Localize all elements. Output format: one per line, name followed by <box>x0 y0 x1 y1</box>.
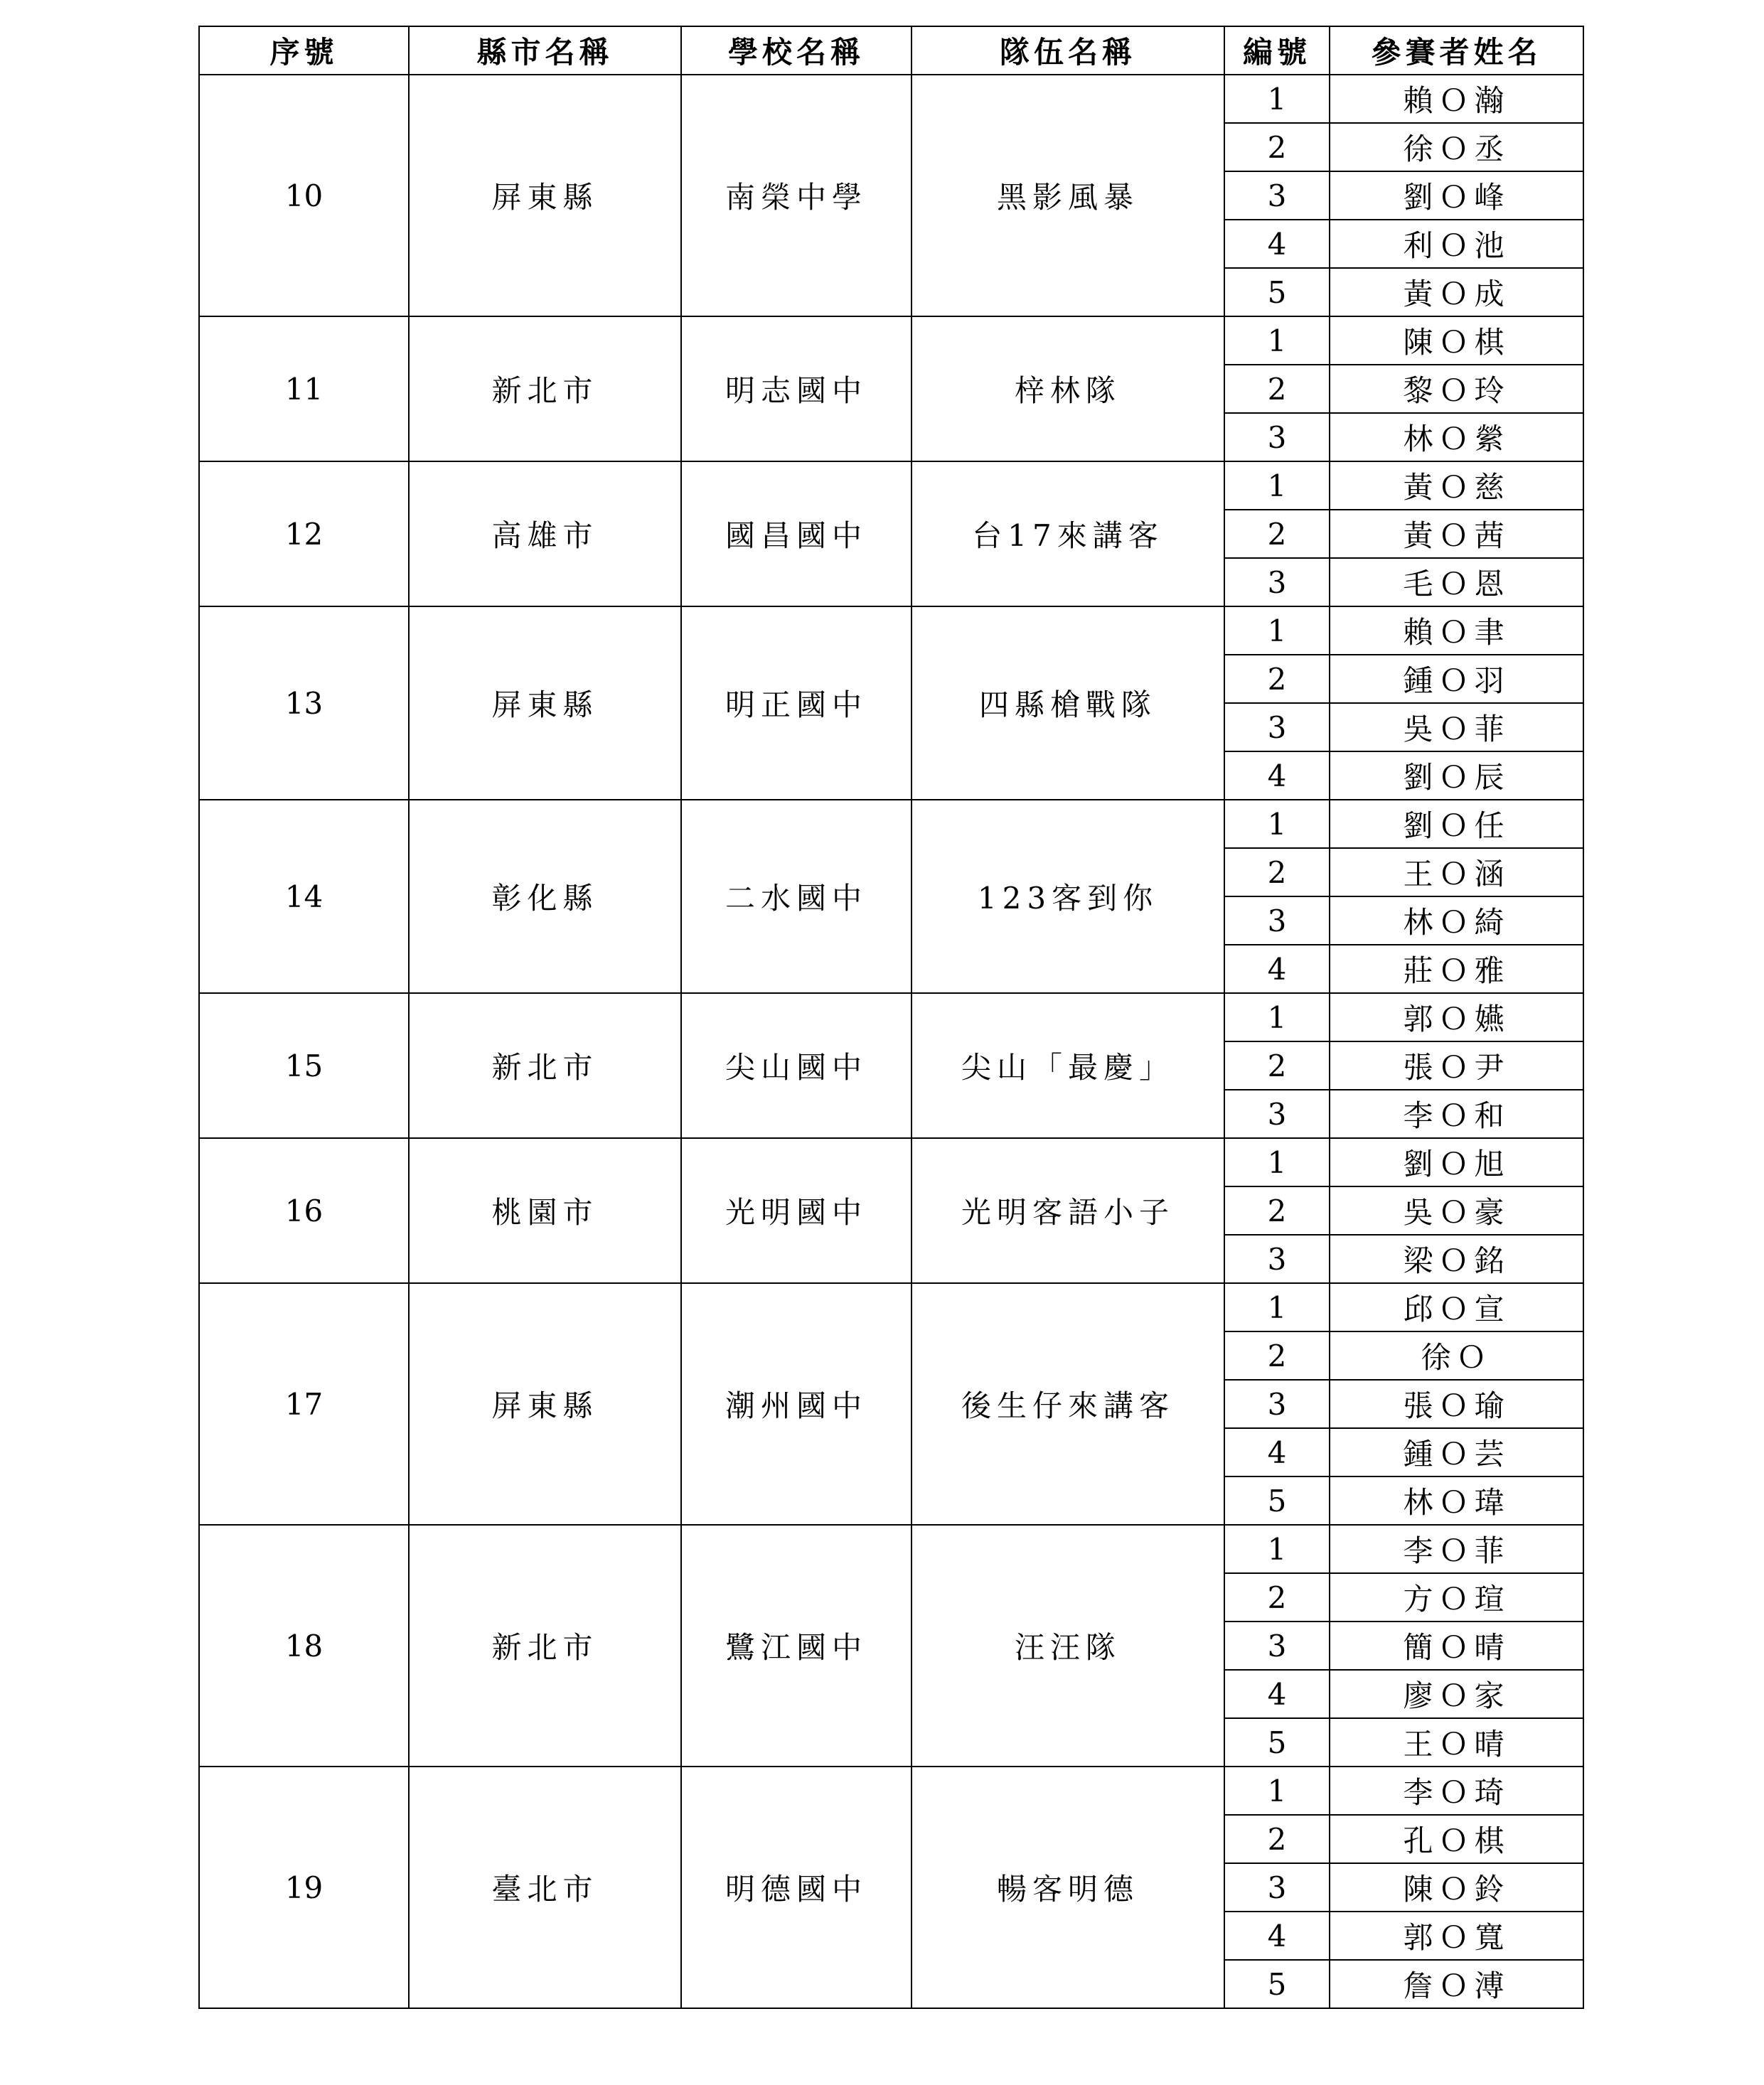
team-name-cell: 尖山「最慶」 <box>912 993 1224 1138</box>
participant-name-cell: 陳Ｏ鈴 <box>1330 1863 1583 1912</box>
team-name-cell: 台17來講客 <box>912 461 1224 606</box>
member-number-cell: 4 <box>1224 751 1330 800</box>
participant-name-cell: 鍾Ｏ羽 <box>1330 655 1583 703</box>
member-number-cell: 5 <box>1224 1476 1330 1525</box>
participant-name-cell: 徐Ｏ丞 <box>1330 123 1583 171</box>
participant-name-cell: 李Ｏ琦 <box>1330 1767 1583 1815</box>
table-row <box>199 316 1583 365</box>
participant-name-cell: 黃Ｏ成 <box>1330 268 1583 316</box>
team-seq-cell: 14 <box>199 800 409 993</box>
participant-name-cell: 劉Ｏ旭 <box>1330 1138 1583 1186</box>
member-number-cell: 1 <box>1224 75 1330 123</box>
header-county: 縣市名稱 <box>409 26 681 75</box>
member-number-cell: 3 <box>1224 558 1330 606</box>
participant-name-cell: 鍾Ｏ芸 <box>1330 1428 1583 1476</box>
team-school-cell: 南榮中學 <box>681 75 912 316</box>
table-row <box>199 800 1583 848</box>
participant-name-cell: 李Ｏ和 <box>1330 1090 1583 1138</box>
member-number-cell: 3 <box>1224 896 1330 945</box>
table-row <box>199 1138 1583 1186</box>
participant-name-cell: 劉Ｏ辰 <box>1330 751 1583 800</box>
member-number-cell: 5 <box>1224 1960 1330 2008</box>
team-seq-cell: 17 <box>199 1283 409 1525</box>
participant-name-cell: 賴Ｏ瀚 <box>1330 75 1583 123</box>
header-seq: 序號 <box>199 26 409 75</box>
participant-name-cell: 林Ｏ縈 <box>1330 413 1583 461</box>
team-seq-cell: 13 <box>199 606 409 800</box>
participant-name-cell: 黃Ｏ茜 <box>1330 510 1583 558</box>
participant-name-cell: 陳Ｏ棋 <box>1330 316 1583 365</box>
member-number-cell: 4 <box>1224 1428 1330 1476</box>
participant-name-cell: 劉Ｏ峰 <box>1330 171 1583 220</box>
team-seq-cell: 11 <box>199 316 409 461</box>
member-number-cell: 4 <box>1224 945 1330 993</box>
participant-name-cell: 張Ｏ尹 <box>1330 1041 1583 1090</box>
participant-name-cell: 利Ｏ池 <box>1330 220 1583 268</box>
participant-name-cell: 張Ｏ瑜 <box>1330 1380 1583 1428</box>
participant-name-cell: 王Ｏ涵 <box>1330 848 1583 896</box>
team-seq-cell: 15 <box>199 993 409 1138</box>
header-member-no: 編號 <box>1224 26 1330 75</box>
team-county-cell: 新北市 <box>409 316 681 461</box>
team-seq-cell: 18 <box>199 1525 409 1767</box>
member-number-cell: 1 <box>1224 800 1330 848</box>
participant-name-cell: 梁Ｏ銘 <box>1330 1235 1583 1283</box>
participant-name-cell: 簡Ｏ晴 <box>1330 1622 1583 1670</box>
member-number-cell: 4 <box>1224 1912 1330 1960</box>
member-number-cell: 2 <box>1224 365 1330 413</box>
team-school-cell: 潮州國中 <box>681 1283 912 1525</box>
team-school-cell: 二水國中 <box>681 800 912 993</box>
member-number-cell: 1 <box>1224 1525 1330 1573</box>
team-school-cell: 國昌國中 <box>681 461 912 606</box>
table-row <box>199 1283 1583 1331</box>
table-row <box>199 1525 1583 1573</box>
team-school-cell: 明德國中 <box>681 1767 912 2008</box>
member-number-cell: 3 <box>1224 413 1330 461</box>
member-number-cell: 1 <box>1224 316 1330 365</box>
member-number-cell: 4 <box>1224 220 1330 268</box>
team-county-cell: 屏東縣 <box>409 75 681 316</box>
header-team: 隊伍名稱 <box>912 26 1224 75</box>
team-seq-cell: 16 <box>199 1138 409 1283</box>
participant-name-cell: 孔Ｏ棋 <box>1330 1815 1583 1863</box>
member-number-cell: 2 <box>1224 1331 1330 1380</box>
member-number-cell: 2 <box>1224 1573 1330 1622</box>
member-number-cell: 3 <box>1224 1380 1330 1428</box>
participant-name-cell: 廖Ｏ家 <box>1330 1670 1583 1718</box>
team-name-cell: 光明客語小子 <box>912 1138 1224 1283</box>
member-number-cell: 5 <box>1224 268 1330 316</box>
table-row <box>199 1767 1583 1815</box>
team-school-cell: 明正國中 <box>681 606 912 800</box>
member-number-cell: 4 <box>1224 1670 1330 1718</box>
member-number-cell: 2 <box>1224 510 1330 558</box>
table-row <box>199 606 1583 655</box>
team-seq-cell: 12 <box>199 461 409 606</box>
team-county-cell: 高雄市 <box>409 461 681 606</box>
participant-name-cell: 劉Ｏ任 <box>1330 800 1583 848</box>
participant-name-cell: 黃Ｏ慈 <box>1330 461 1583 510</box>
participant-name-cell: 王Ｏ晴 <box>1330 1718 1583 1767</box>
team-county-cell: 臺北市 <box>409 1767 681 2008</box>
participant-name-cell: 林Ｏ綺 <box>1330 896 1583 945</box>
team-school-cell: 光明國中 <box>681 1138 912 1283</box>
member-number-cell: 3 <box>1224 703 1330 751</box>
participant-name-cell: 詹Ｏ溥 <box>1330 1960 1583 2008</box>
member-number-cell: 3 <box>1224 1622 1330 1670</box>
team-county-cell: 桃園市 <box>409 1138 681 1283</box>
member-number-cell: 2 <box>1224 1041 1330 1090</box>
table-body <box>199 75 1583 2008</box>
participant-name-cell: 李Ｏ菲 <box>1330 1525 1583 1573</box>
header-school: 學校名稱 <box>681 26 912 75</box>
table-row <box>199 75 1583 123</box>
participant-name-cell: 毛Ｏ恩 <box>1330 558 1583 606</box>
participant-name-cell: 郭Ｏ寬 <box>1330 1912 1583 1960</box>
member-number-cell: 2 <box>1224 848 1330 896</box>
member-number-cell: 1 <box>1224 1138 1330 1186</box>
participant-name-cell: 邱Ｏ宣 <box>1330 1283 1583 1331</box>
team-seq-cell: 10 <box>199 75 409 316</box>
team-name-cell: 四縣槍戰隊 <box>912 606 1224 800</box>
member-number-cell: 3 <box>1224 171 1330 220</box>
team-name-cell: 暢客明德 <box>912 1767 1224 2008</box>
member-number-cell: 5 <box>1224 1718 1330 1767</box>
participant-name-cell: 莊Ｏ雅 <box>1330 945 1583 993</box>
member-number-cell: 2 <box>1224 1186 1330 1235</box>
member-number-cell: 3 <box>1224 1090 1330 1138</box>
participant-name-cell: 黎Ｏ玲 <box>1330 365 1583 413</box>
member-number-cell: 1 <box>1224 993 1330 1041</box>
team-seq-cell: 19 <box>199 1767 409 2008</box>
team-name-cell: 梓林隊 <box>912 316 1224 461</box>
participant-name-cell: 吳Ｏ菲 <box>1330 703 1583 751</box>
team-county-cell: 屏東縣 <box>409 606 681 800</box>
participant-name-cell: 吳Ｏ豪 <box>1330 1186 1583 1235</box>
team-county-cell: 彰化縣 <box>409 800 681 993</box>
member-number-cell: 1 <box>1224 606 1330 655</box>
participant-name-cell: 林Ｏ瑋 <box>1330 1476 1583 1525</box>
table-header <box>199 26 1583 75</box>
header-row <box>199 26 1583 75</box>
roster-table <box>198 26 1584 2009</box>
member-number-cell: 2 <box>1224 123 1330 171</box>
participant-name-cell: 郭Ｏ嬿 <box>1330 993 1583 1041</box>
table-row <box>199 993 1583 1041</box>
participant-name-cell: 賴Ｏ聿 <box>1330 606 1583 655</box>
team-name-cell: 黑影風暴 <box>912 75 1224 316</box>
team-name-cell: 123客到你 <box>912 800 1224 993</box>
team-county-cell: 屏東縣 <box>409 1283 681 1525</box>
team-school-cell: 明志國中 <box>681 316 912 461</box>
member-number-cell: 3 <box>1224 1863 1330 1912</box>
header-participant-name: 參賽者姓名 <box>1330 26 1583 75</box>
team-county-cell: 新北市 <box>409 993 681 1138</box>
team-school-cell: 鷺江國中 <box>681 1525 912 1767</box>
member-number-cell: 2 <box>1224 655 1330 703</box>
member-number-cell: 1 <box>1224 1767 1330 1815</box>
team-name-cell: 汪汪隊 <box>912 1525 1224 1767</box>
member-number-cell: 1 <box>1224 1283 1330 1331</box>
table-row <box>199 461 1583 510</box>
participant-name-cell: 方Ｏ瑄 <box>1330 1573 1583 1622</box>
participant-name-cell: 徐Ｏ <box>1330 1331 1583 1380</box>
member-number-cell: 2 <box>1224 1815 1330 1863</box>
member-number-cell: 1 <box>1224 461 1330 510</box>
team-county-cell: 新北市 <box>409 1525 681 1767</box>
member-number-cell: 3 <box>1224 1235 1330 1283</box>
team-school-cell: 尖山國中 <box>681 993 912 1138</box>
team-name-cell: 後生仔來講客 <box>912 1283 1224 1525</box>
